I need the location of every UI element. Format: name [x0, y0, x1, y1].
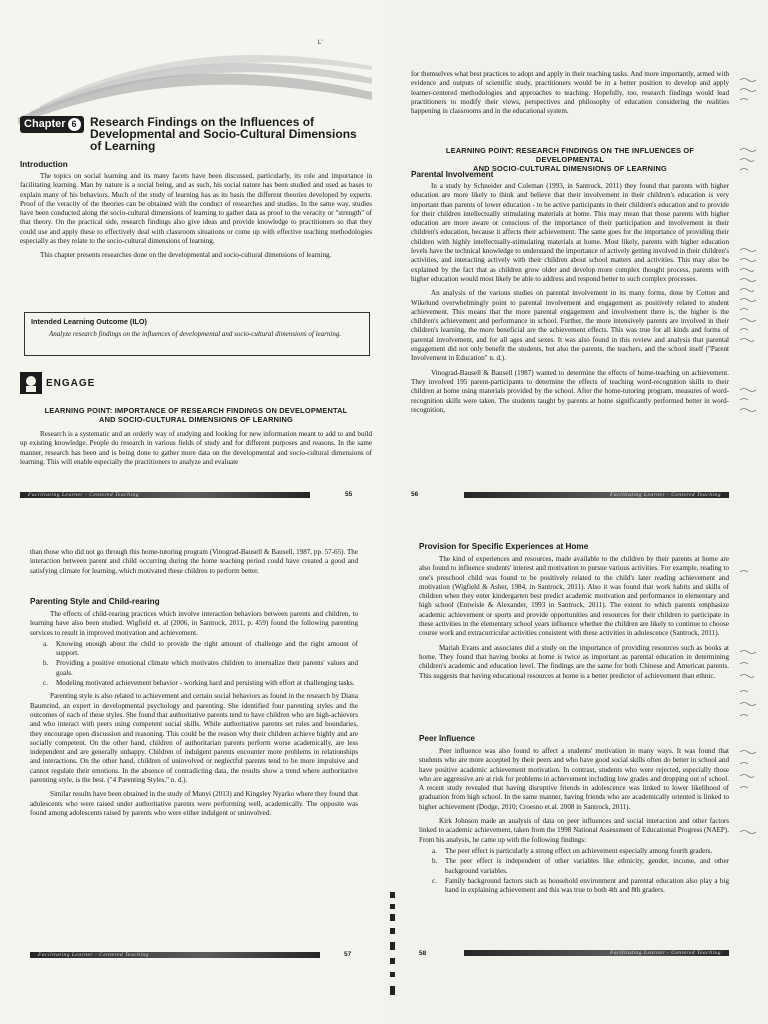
- page-number: 58: [419, 950, 427, 957]
- list-item: a. Knowing enough about the child to provide the right amount of challenge and the right amount of support.: [43, 639, 358, 658]
- list-item: b. The peer effect is independent of other variables like ethnicity, gender, income, and other background variables.: [432, 857, 729, 875]
- parental-involvement-heading: Parental Involvement: [411, 170, 494, 179]
- peer-findings-list: [419, 847, 729, 895]
- research-body: Research is a systematic and an orderly way of studying and looking for new information meant to add to and build up existing knowledge. People do research in various fields of study and for different purposes and reasons. In the same manner, research has been and is being done to gather more data on the developmental and socio-cultural dimensions of learning. This will enable especially the practitioners to analyze and evaluate: [20, 430, 372, 466]
- introduction-body: The topics on social learning and its many facets have been discussed, particularly, its role and importance in facilitating learning. Man by nature is a social being, and as such, his social nature has been studied and used as bases to explain many of his behaviors. Much of the study of learning has as its basis the different theories developed by experts. Proof of the veracity of the theories can be obtained with the conduct of researches and studies. In the same way, studies have been conducted along the socio-cultural dimensions of learning to gather data as proof to the veracity or "strength" of that theory. On the practical side, research findings also give ideas and provide knowledge to practitioners so that they could use and apply these to effectively deal with classroom situations or come up with effective teaching methodologies especially as they relate to the socio-cultural dimensions of learning. This chapter presents researches done on the developmental and socio-cultural dimensions of learning.: [20, 172, 372, 260]
- binding-marks-icon: [388, 892, 398, 1002]
- introduction-heading: Introduction: [20, 160, 68, 169]
- page-number: 56: [411, 491, 419, 498]
- footer-bar: Facilitating Learner - Centered Teaching: [30, 952, 320, 958]
- list-item: b. Providing a positive emotional climate which motivates children to internalize their parents' values and goals.: [43, 659, 358, 677]
- footer-bar: Facilitating Learner - Centered Teaching: [464, 492, 729, 498]
- page-header-mark: L': [318, 40, 323, 46]
- parenting-style-heading: Parenting Style and Child-rearing: [30, 597, 160, 606]
- footer-bar: Facilitating Learner - Centered Teaching: [20, 492, 310, 498]
- margin-scribble-icon: [736, 552, 764, 852]
- page-55: [0, 0, 384, 512]
- list-item: a. The peer effect is particularly a strong effect on achievement especially among fourth graders.: [432, 846, 713, 855]
- peer-influence-body: Peer influence was also found to affect a students' motivation in many ways. It was found that students who are more accepted by their peers and who have good social skills often do better in school and have positive academic achievement motivation. In contrast, students who were rejected, especially those who are aggressive are at risk for problems in achievement including low grades and dropping out of school. A recent study revealed that having disruptive friends in adolescence was linked to lower likelihood of graduation from high school. In the same manner, having friends who are academically oriented is linked to higher achievement (Dodge, 2010; Croesno et.al. 2008 in Santrock, 2011). Kirk Johnson made an analysis of data on peer influences and social interaction and other factors linked to academic achievement, taken from the 1998 National Assessment of Educational Progress (NAEP). From his analysis, he came up with the following findings: a. The peer effect is particularly a strong effect on achievement especially among fourth graders. b. The peer effect is independent of other variables like ethnicity, gender, income, and other background variables. c. Family background factors such as household environment and parental education also play a big hand in explaining achievement and this was true to both 4th and 8th graders.: [419, 747, 729, 895]
- chapter-header-swoosh: [0, 0, 384, 130]
- parenting-style-body: The effects of child-rearing practices which involve interaction behaviors between parents and children, to learning have also been studied. Wigfield et. al (2006, in Santrock, 2011, p. 459) found the following parenting services to result in improved motivation and achievement. a. Knowing enough about the child to provide the right amount of challenge and the right amount of support. b. Providing a positive emotional climate which motivates children to internalize their parents' values and goals. c. Modeling motivated achievement behavior - working hard and persisting with effort at challenging tasks. Parenting style is also related to achievement and certain social behaviors as found in the research by Diana Baumrind, an expert in developmental psychology and parenting. She identified four parenting styles and the outcomes of each of these styles. She found that authoritative parents tend to have children who are high-achievers and who interact with peers using competent social skills. While authoritative parents set rules and boundaries, they encourage open discussion and reasoning. This could be the reason why their children achieve highly and are socially competent. On the other hand, children of authoritarian parents perform worse academically, are less independent and are generally unhappy. Children of indulgent parents encounter more problems in relationships and interactions. On the other hand, children of uninvolved or neglectful parents tend to be more impulsive and cannot regulate their emotions. In the absence of contradicting data, the results show a trend where authoritative parenting style, is the best. ("4 Parenting Styles," n. d.). Similar results have been obtained in the study of Munyi (2013) and Kingsley Nyarko where they found that adolescents who were raised under authoritative parents were performing well, academically. The opposite was found among adolescents raised by parents who were either indulgent or uninvolved.: [30, 610, 358, 817]
- list-item: c. Family background factors such as household environment and parental education also play a big hand in explaining achievement and this was true to both 4th and 8th graders.: [432, 876, 729, 895]
- specific-experiences-heading: Provision for Specific Experiences at Home: [419, 542, 589, 551]
- engage-banner: ENGAGE: [20, 372, 100, 394]
- engage-icon: [20, 372, 42, 394]
- chapter-title: Research Findings on the Influences of Developmental and Socio-Cultural Dimensions of Learning: [90, 115, 357, 153]
- page-57: [0, 512, 384, 1024]
- chapter-badge: Chapter 6: [20, 116, 84, 133]
- continued-body: than those who did not go through this home-tutoring program (Vinograd-Bausell & Bausell, 1987, pp. 57-65). The interaction between parent and child occurring during the home teaching period could have created a good and satisfying climate for learning, which motivated these children to perform better.: [30, 548, 358, 575]
- page-56: [384, 0, 768, 512]
- parental-involvement-body: In a study by Schneider and Coleman (1993, in Santrock, 2011) they found that parents with higher education are more likely to think and believe that their involvement in their children's education is very important than parents of lower education - to be active participants in their children's education and to provide for their children intellectually stimulating materials at home. This may mean that those parents with higher education are more aware or conscious of the importance of their participation and involvement in their children's education, because it affects their achievement. The same goes for the importance of providing their children with highly intellectually-stimulating materials at home. Most likely, parents with higher education levels have the technical knowledge to understand the importance of actively getting involved in their children's activities, and interacting actively with their children about school matters and activities. This may also be explained by the fact that as children grow older and develop more complex thought process, parents with higher education would most likely be able to address and respond better to such complex processes. An analysis of the various studies on parental involvement in its many forms, done by Cotton and Wikelund overwhelmingly point to parental involvement and engagement as positively related to student achievement. This means that the more parental engagement and involvement there is, the higher is the children's achievement and performance in school. Further, the more intensively parents are involved in their children's learning, the more beneficial are the achievement effects. This was true for all kinds and forms of parental involvement, and for all ages and sexes. It was also found in this review and analysis that parental engagement did not only benefit the students, but also the parents, the teachers, and the school itself ("Parent Involvement in Education" n. d.). Vinograd-Bausell & Bausell (1987) wanted to determine the effects of home-teaching on achievement. They involved 195 parent-participants to determine the effects of teaching word-recognition skills to their children at home using materials provided by the school. After the home-tutoring program, measures of word-recognition skills were taken. The students taught by parents at home significantly performed better in word-recognition,: [411, 182, 729, 414]
- page-58: [384, 512, 768, 1024]
- page-number: 55: [345, 491, 353, 498]
- specific-experiences-body: The kind of experiences and resources, made available to the children by their parents at home are also found to influence students' interest and motivation to pursue various activities. For example, reading to one's preschool child was found to be positively related to the child's later reading achievement and motivation (Wigfield & Asher, 1984, in Santrock, 2011). Also it was found that work habits and skills of children when they enter kindergarten best predict academic motivation and performance in elementary and high school (Entwisle & Alexander, 1993 in Santrock, 2011). The extent to which parents emphasize academic achievement or sports and provide opportunities and resources for their children to participate in these activities in the elementary school years influence whether the children are likely to continue to choose course work and extracurricular activities consistent with these activities in adolescence (Santrock, 2011). Mariah Evans and associates did a study on the importance of providing resources such as books at home. They found that having books at home is twice as important as parental education in determining children's academic and education level. The findings are the same for both Chinese and American parents. This suggests that having educational resources at home is a better predictor of achievement than ethnic.: [419, 555, 729, 680]
- learning-point-heading: LEARNING POINT: RESEARCH FINDINGS ON THE INFLUENCES OF DEVELOPMENTAL AND SOCIO-CULTURAL DIMENSIONS OF LEARNING: [445, 146, 695, 173]
- continued-body: for themselves what best practices to adopt and apply in their teaching tasks. And more importantly, armed with evidence and outputs of scientific study, practitioners would be in a better position to develop and apply learner-centered methodologies and approaches to teaching. Hopefully, too, research findings would lead practitioners to modify their views, perspectives and philosophy of education considering the realities happening in classrooms and in the educational system.: [411, 70, 729, 116]
- ilo-heading: Intended Learning Outcome (ILO): [31, 317, 147, 326]
- ilo-text: Analyze research findings on the influences of developmental and socio-cultural dimensions of learning.: [49, 330, 342, 338]
- parenting-services-list: [30, 640, 358, 688]
- ilo-box: [24, 312, 370, 356]
- learning-point-heading: LEARNING POINT: IMPORTANCE OF RESEARCH FINDINGS ON DEVELOPMENTAL AND SOCIO-CULTURAL DIMENSIONS OF LEARNING: [44, 406, 348, 424]
- margin-scribble-icon: [736, 60, 766, 480]
- page-number: 57: [344, 951, 352, 958]
- list-item: c. Modeling motivated achievement behavior - working hard and persisting with effort at challenging tasks.: [43, 679, 355, 688]
- peer-influence-heading: Peer Influence: [419, 734, 475, 743]
- margin-handwriting: [736, 60, 766, 480]
- footer-bar: Facilitating Learner - Centered Teaching: [464, 950, 729, 956]
